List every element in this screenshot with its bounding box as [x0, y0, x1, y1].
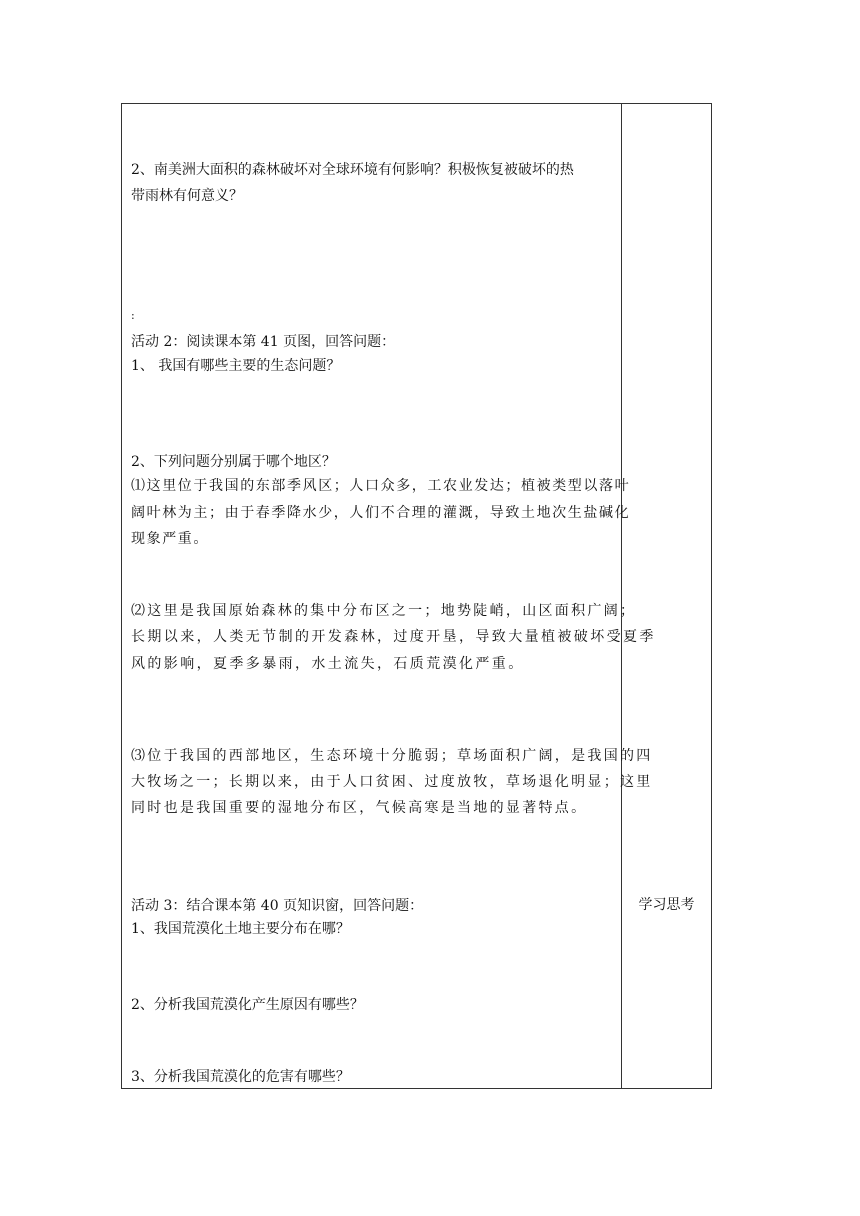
region-2-line-1: ⑵这里是我国原始森林的集中分布区之一；地势陡峭，山区面积广阔；: [131, 603, 637, 619]
region-1-line-2: 阔叶林为主；由于春季降水少，人们不合理的灌溉，导致土地次生盐碱化: [131, 505, 631, 521]
worksheet-table: [121, 103, 712, 1089]
region-3-line-2: 大牧场之一；长期以来，由于人口贫困、过度放牧，草场退化明显；这里: [131, 774, 653, 790]
side-column-label: 学习思考: [638, 897, 695, 913]
question-2-line-1: 2、南美洲大面积的森林破坏对全球环境有何影响？积极恢复被破坏的热: [131, 162, 574, 178]
activity-3-question-2: 2、分析我国荒漠化产生原因有哪些？: [131, 997, 364, 1013]
region-3-line-3: 同时也是我国重要的湿地分布区，气候高寒是当地的显著特点。: [131, 800, 588, 816]
column-divider: [621, 103, 622, 1089]
region-3-line-1: ⑶位于我国的西部地区，生态环境十分脆弱；草场面积广阔，是我国的四: [131, 748, 653, 764]
colon-mark: :: [131, 309, 135, 322]
activity-2-question-1: 1、 我国有哪些主要的生态问题？: [131, 358, 341, 374]
region-1-line-3: 现象严重。: [131, 531, 209, 547]
activity-3-question-3: 3、分析我国荒漠化的危害有哪些？: [131, 1069, 350, 1085]
activity-3-heading: 活动 3：结合课本第 40 页知识窗，回答问题：: [131, 898, 424, 914]
question-2-line-2: 带雨林有何意义？: [131, 188, 243, 204]
activity-2-heading: 活动 2：阅读课本第 41 页图，回答问题：: [131, 334, 396, 350]
region-2-line-2: 长期以来，人类无节制的开发森林，过度开垦，导致大量植被破坏受夏季: [131, 629, 656, 645]
activity-2-question-2: 2、下列问题分别属于哪个地区？: [131, 454, 336, 470]
region-1-line-1: ⑴这里位于我国的东部季风区；人口众多，工农业发达；植被类型以落叶: [131, 478, 631, 494]
region-2-line-3: 风的影响，夏季多暴雨，水土流失，石质荒漠化严重。: [131, 656, 525, 672]
activity-3-question-1: 1、我国荒漠化土地主要分布在哪？: [131, 921, 350, 937]
